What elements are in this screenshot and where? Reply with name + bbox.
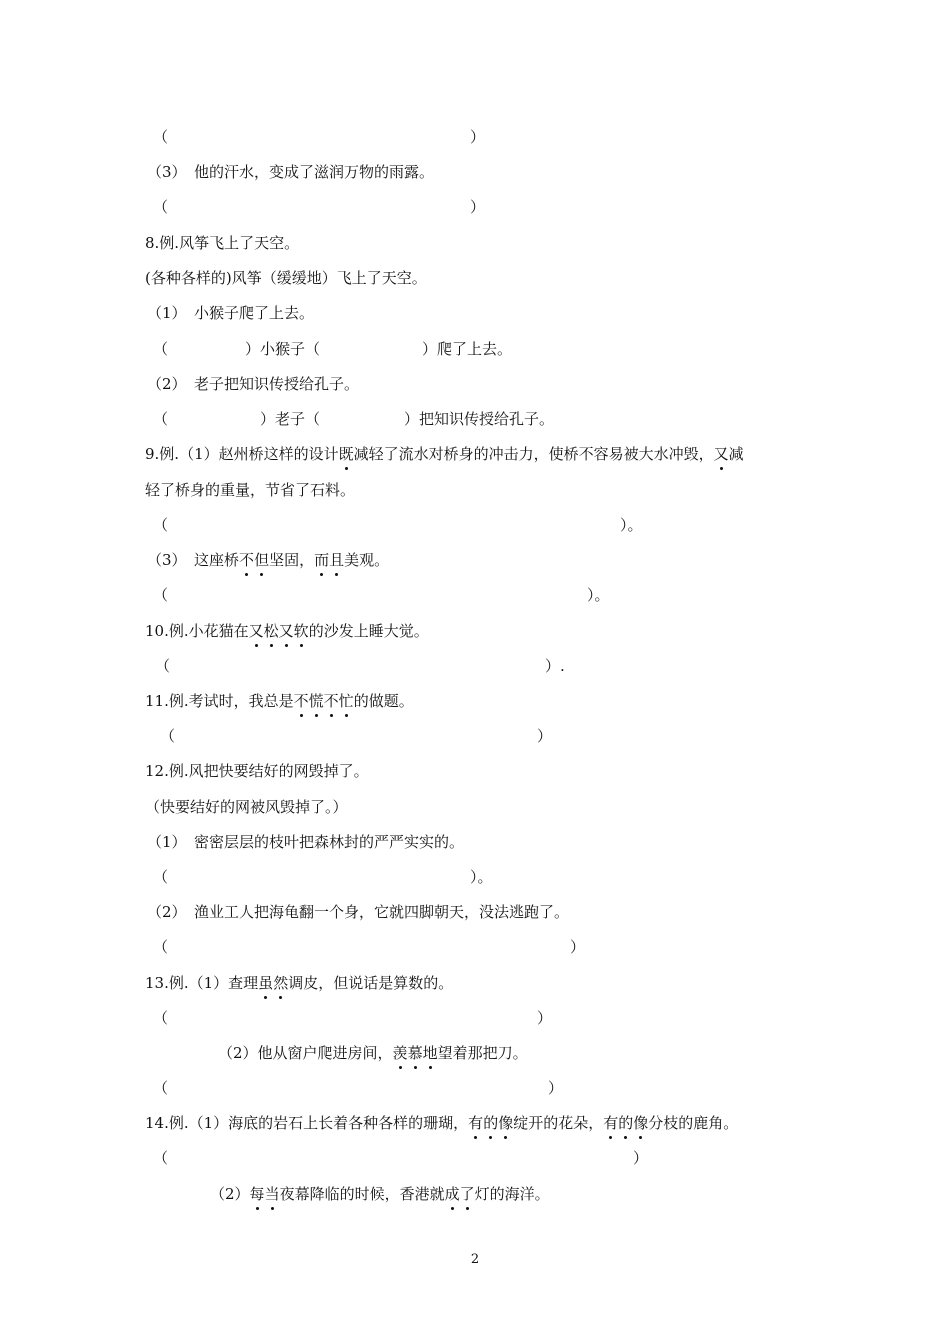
emphasized-char: 像 <box>498 1114 514 1132</box>
emphasized-char: 慌 <box>308 692 324 710</box>
emphasized-char: 羡 <box>392 1044 408 1062</box>
emphasized-char: 地 <box>422 1044 438 1062</box>
emphasized-char: 但 <box>254 551 270 569</box>
answer-close-paren: ）。 <box>470 868 493 886</box>
emphasized-word <box>258 974 288 992</box>
emphasized-word <box>249 622 309 640</box>
exercise-sentence: （2）每当夜幕降临的时候，香港就成了灯的海洋。 <box>210 1185 550 1203</box>
answer-close-paren: ） <box>548 1079 564 1097</box>
emphasized-word <box>445 1185 475 1203</box>
emphasized-char: 而 <box>314 551 330 569</box>
emphasized-char: 每 <box>249 1185 265 1203</box>
example-answer: （快要结好的网被风毁掉了。） <box>145 798 348 816</box>
exercise-sentence: （2） 老子把知识传授给孔子。 <box>147 375 360 393</box>
emphasized-char: 又 <box>278 622 294 640</box>
answer-open-paren: （ <box>155 657 171 675</box>
answer-open-paren: （ <box>160 727 176 745</box>
answer-close-paren: ） <box>470 128 486 146</box>
exercise-sentence: （3） 这座桥不但坚固，而且美观。 <box>147 551 390 569</box>
answer-open-paren: （ <box>153 868 169 886</box>
emphasized-word <box>250 1185 280 1203</box>
emphasized-char: 且 <box>329 551 345 569</box>
emphasized-char: 又 <box>248 622 264 640</box>
answer-fill-segment: ）爬了上去。 <box>422 340 513 358</box>
emphasized-word: 既 <box>338 445 354 463</box>
emphasized-char: 了 <box>459 1185 475 1203</box>
answer-open-paren: （ <box>153 198 169 216</box>
exercise-sentence: （2） 渔业工人把海龟翻一个身，它就四脚朝天，没法逃跑了。 <box>147 903 570 921</box>
question-8-example: 8.例.风筝飞上了天空。 <box>145 234 300 252</box>
exercise-sentence: （2）他从窗户爬进房间，羡慕地望着那把刀。 <box>218 1044 528 1062</box>
answer-fill-segment: ）老子（ <box>260 410 321 428</box>
answer-open-paren: （ <box>153 1149 169 1167</box>
answer-close-paren: ） <box>633 1149 649 1167</box>
answer-open-paren: （ <box>153 1009 169 1027</box>
emphasized-word <box>239 551 269 569</box>
emphasized-char: 当 <box>264 1185 280 1203</box>
answer-open-paren: （ <box>153 340 169 358</box>
answer-open-paren: （ <box>153 1079 169 1097</box>
emphasized-char: 不 <box>293 692 309 710</box>
answer-close-paren: ）。 <box>620 516 643 534</box>
answer-close-paren: ） <box>470 198 486 216</box>
answer-open-paren: （ <box>153 586 169 604</box>
emphasized-word <box>314 551 344 569</box>
emphasized-char: 的 <box>618 1114 634 1132</box>
emphasized-word <box>393 1044 438 1062</box>
exercise-sentence: （3） 他的汗水，变成了滋润万物的雨露。 <box>147 163 435 181</box>
exercise-sentence: （1） 密密层层的枝叶把森林封的严严实实的。 <box>147 833 465 851</box>
answer-close-paren: ） <box>570 938 586 956</box>
emphasized-char: 有 <box>468 1114 484 1132</box>
answer-close-paren: ） <box>537 727 553 745</box>
answer-close-paren: ） <box>537 1009 553 1027</box>
emphasized-char: 忙 <box>338 692 354 710</box>
emphasized-char: 有 <box>603 1114 619 1132</box>
emphasized-char: 软 <box>293 622 309 640</box>
question-12-example: 12.例.风把快要结好的网毁掉了。 <box>145 762 369 780</box>
answer-open-paren: （ <box>153 410 169 428</box>
page-number: 2 <box>470 1252 480 1267</box>
example-answer: (各种各样的)风筝（缓缓地）飞上了天空。 <box>145 269 427 287</box>
answer-open-paren: （ <box>153 516 169 534</box>
emphasized-word: 又 <box>713 445 729 463</box>
answer-fill-segment: ）小猴子（ <box>245 340 321 358</box>
exercise-sentence: （1） 小猴子爬了上去。 <box>147 304 315 322</box>
question-9-continuation: 轻了桥身的重量，节省了石料。 <box>145 481 356 499</box>
emphasized-char: 的 <box>483 1114 499 1132</box>
emphasized-char: 不 <box>323 692 339 710</box>
question-10-example: 10.例.小花猫在又松又软的沙发上睡大觉。 <box>145 622 429 640</box>
emphasized-char: 不 <box>239 551 255 569</box>
answer-open-paren: （ <box>153 128 169 146</box>
answer-open-paren: （ <box>153 938 169 956</box>
emphasized-word <box>294 692 354 710</box>
emphasized-char: 虽 <box>258 974 274 992</box>
emphasized-char: 成 <box>444 1185 460 1203</box>
emphasized-word <box>468 1114 513 1132</box>
question-9-example: 9.例.（1）赵州桥这样的设计既减轻了流水对桥身的冲击力，使桥不容易被大水冲毁，又减 <box>145 445 744 463</box>
answer-close-paren: ）. <box>545 657 565 675</box>
emphasized-char: 慕 <box>407 1044 423 1062</box>
answer-fill-segment: ）把知识传授给孔子。 <box>404 410 555 428</box>
question-14-example: 14.例.（1）海底的岩石上长着各种各样的珊瑚，有的像绽开的花朵，有的像分枝的鹿角。 <box>145 1114 739 1132</box>
emphasized-char: 松 <box>263 622 279 640</box>
question-11-example: 11.例.考试时，我总是不慌不忙的做题。 <box>145 692 414 710</box>
emphasized-char: 然 <box>273 974 289 992</box>
answer-close-paren: ）。 <box>587 586 610 604</box>
emphasized-char: 像 <box>633 1114 649 1132</box>
emphasized-word <box>603 1114 648 1132</box>
question-13-example: 13.例.（1）查理虽然调皮，但说话是算数的。 <box>145 974 454 992</box>
